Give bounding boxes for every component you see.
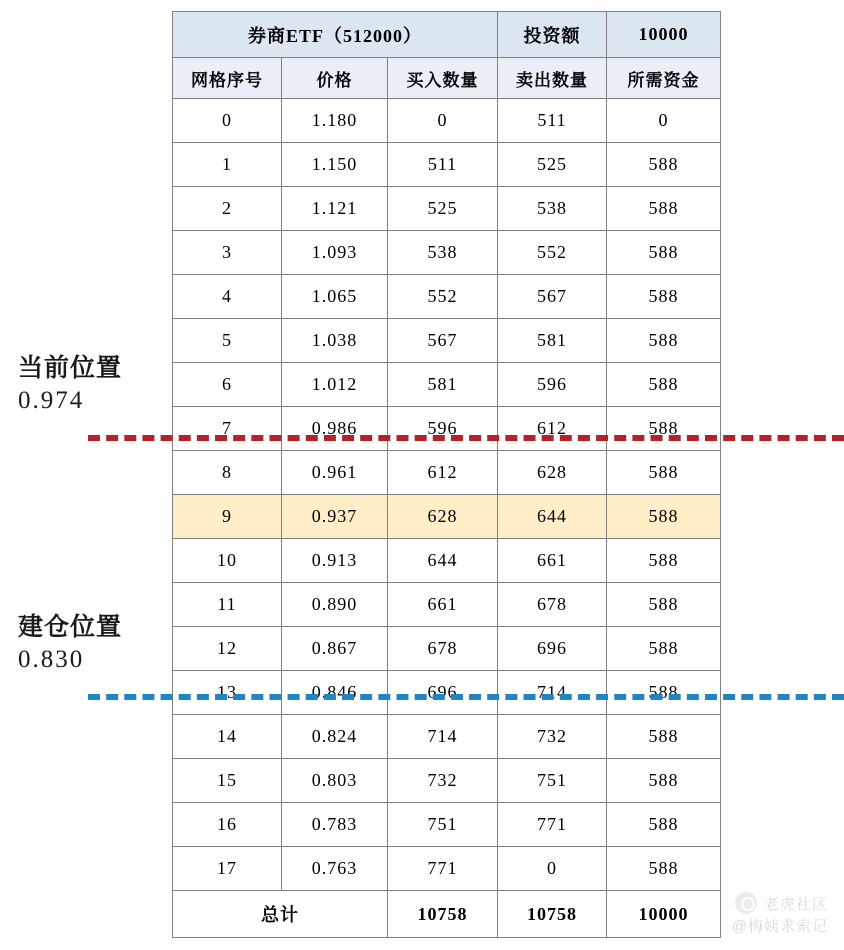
cell-required-capital: 588: [607, 715, 721, 759]
watermark-primary-text: 老虎社区: [763, 895, 828, 913]
cell-required-capital: 588: [607, 231, 721, 275]
investment-label-cell: 投资额: [498, 12, 607, 58]
current-position-value: 0.974: [18, 387, 85, 414]
cell-buy-qty: 661: [388, 583, 498, 627]
table-row: [173, 187, 721, 231]
table-row: [173, 231, 721, 275]
cell-sell-qty: 596: [498, 363, 607, 407]
cell-sell-qty: 644: [498, 495, 607, 539]
cell-price: 0.913: [282, 539, 388, 583]
cell-sell-qty: 511: [498, 99, 607, 143]
cell-sell-qty: 567: [498, 275, 607, 319]
cell-required-capital: 588: [607, 539, 721, 583]
cell-price: 0.783: [282, 803, 388, 847]
cell-price: 0.763: [282, 847, 388, 891]
build-position-line: [88, 694, 844, 700]
column-header-price: 价格: [282, 58, 388, 99]
table-row: [173, 99, 721, 143]
table-row: [173, 627, 721, 671]
table-row: [173, 803, 721, 847]
column-header-buy: 买入数量: [388, 58, 498, 99]
cell-price: 1.038: [282, 319, 388, 363]
cell-index: 9: [173, 495, 282, 539]
cell-sell-qty: 628: [498, 451, 607, 495]
table-row: [173, 275, 721, 319]
cell-sell-qty: 678: [498, 583, 607, 627]
cell-buy-qty: 678: [388, 627, 498, 671]
cell-buy-qty: 644: [388, 539, 498, 583]
table-row: [173, 539, 721, 583]
cell-required-capital: 588: [607, 847, 721, 891]
column-header-capital: 所需资金: [607, 58, 721, 99]
cell-price: 0.890: [282, 583, 388, 627]
tiger-logo-icon: [735, 892, 757, 914]
cell-index: 12: [173, 627, 282, 671]
cell-index: 13: [173, 671, 282, 715]
total-buy-cell: 10758: [388, 891, 498, 938]
cell-index: 0: [173, 99, 282, 143]
cell-sell-qty: 525: [498, 143, 607, 187]
cell-index: 10: [173, 539, 282, 583]
build-position-value: 0.830: [18, 646, 85, 673]
current-position-line: [88, 435, 844, 441]
grid-trading-table: [172, 11, 721, 938]
cell-required-capital: 0: [607, 99, 721, 143]
cell-price: 1.012: [282, 363, 388, 407]
cell-buy-qty: 628: [388, 495, 498, 539]
table-row: [173, 319, 721, 363]
cell-price: 0.803: [282, 759, 388, 803]
cell-buy-qty: 612: [388, 451, 498, 495]
cell-price: 0.986: [282, 407, 388, 451]
table-row: [173, 363, 721, 407]
watermark-secondary-group: [732, 915, 828, 936]
cell-index: 11: [173, 583, 282, 627]
cell-buy-qty: 696: [388, 671, 498, 715]
cell-buy-qty: 732: [388, 759, 498, 803]
cell-required-capital: 588: [607, 407, 721, 451]
table-row: [173, 451, 721, 495]
cell-buy-qty: 567: [388, 319, 498, 363]
cell-index: 8: [173, 451, 282, 495]
cell-required-capital: 588: [607, 627, 721, 671]
cell-buy-qty: 714: [388, 715, 498, 759]
cell-index: 1: [173, 143, 282, 187]
cell-sell-qty: 751: [498, 759, 607, 803]
cell-required-capital: 588: [607, 583, 721, 627]
cell-sell-qty: 771: [498, 803, 607, 847]
cell-price: 0.867: [282, 627, 388, 671]
cell-index: 4: [173, 275, 282, 319]
cell-buy-qty: 552: [388, 275, 498, 319]
cell-index: 5: [173, 319, 282, 363]
cell-index: 3: [173, 231, 282, 275]
table-row: [173, 671, 721, 715]
cell-index: 15: [173, 759, 282, 803]
cell-price: 0.846: [282, 671, 388, 715]
cell-price: 1.150: [282, 143, 388, 187]
investment-value-cell: 10000: [607, 12, 721, 58]
build-position-label: 建仓位置: [18, 614, 123, 641]
cell-buy-qty: 581: [388, 363, 498, 407]
cell-required-capital: 588: [607, 803, 721, 847]
cell-buy-qty: 751: [388, 803, 498, 847]
cell-buy-qty: 525: [388, 187, 498, 231]
cell-sell-qty: 696: [498, 627, 607, 671]
cell-price: 1.180: [282, 99, 388, 143]
cell-index: 17: [173, 847, 282, 891]
cell-price: 0.961: [282, 451, 388, 495]
table-row: [173, 143, 721, 187]
cell-buy-qty: 596: [388, 407, 498, 451]
cell-buy-qty: 538: [388, 231, 498, 275]
cell-sell-qty: 538: [498, 187, 607, 231]
cell-sell-qty: 0: [498, 847, 607, 891]
build-position-label-group: [18, 612, 168, 676]
cell-price: 1.065: [282, 275, 388, 319]
cell-sell-qty: 552: [498, 231, 607, 275]
cell-index: 16: [173, 803, 282, 847]
total-label-cell: 总计: [173, 891, 388, 938]
table-row: [173, 495, 721, 539]
cell-sell-qty: 661: [498, 539, 607, 583]
cell-index: 7: [173, 407, 282, 451]
cell-sell-qty: 732: [498, 715, 607, 759]
table-row: [173, 583, 721, 627]
cell-required-capital: 588: [607, 275, 721, 319]
total-sell-cell: 10758: [498, 891, 607, 938]
current-position-label-group: [18, 353, 168, 417]
cell-buy-qty: 511: [388, 143, 498, 187]
cell-price: 0.937: [282, 495, 388, 539]
total-capital-cell: 10000: [607, 891, 721, 938]
cell-buy-qty: 771: [388, 847, 498, 891]
cell-sell-qty: 612: [498, 407, 607, 451]
cell-required-capital: 588: [607, 143, 721, 187]
table-row: [173, 759, 721, 803]
cell-index: 6: [173, 363, 282, 407]
cell-price: 1.121: [282, 187, 388, 231]
table-header-row: [173, 58, 721, 99]
cell-required-capital: 588: [607, 759, 721, 803]
cell-sell-qty: 714: [498, 671, 607, 715]
cell-index: 2: [173, 187, 282, 231]
current-position-label: 当前位置: [18, 355, 123, 382]
cell-price: 0.824: [282, 715, 388, 759]
cell-buy-qty: 0: [388, 99, 498, 143]
cell-required-capital: 588: [607, 495, 721, 539]
etf-title-cell: 券商ETF（512000）: [173, 12, 498, 58]
cell-required-capital: 588: [607, 451, 721, 495]
cell-price: 1.093: [282, 231, 388, 275]
column-header-index: 网格序号: [173, 58, 282, 99]
cell-required-capital: 588: [607, 363, 721, 407]
table-row: [173, 407, 721, 451]
watermark-secondary-text: @梅姨求索记: [731, 918, 828, 935]
cell-required-capital: 588: [607, 319, 721, 363]
cell-index: 14: [173, 715, 282, 759]
cell-required-capital: 588: [607, 671, 721, 715]
cell-required-capital: 588: [607, 187, 721, 231]
table-title-row: [173, 12, 721, 58]
cell-sell-qty: 581: [498, 319, 607, 363]
column-header-sell: 卖出数量: [498, 58, 607, 99]
table-row: [173, 715, 721, 759]
watermark-primary-group: [735, 892, 828, 914]
table-row: [173, 847, 721, 891]
table-total-row: [173, 891, 721, 938]
